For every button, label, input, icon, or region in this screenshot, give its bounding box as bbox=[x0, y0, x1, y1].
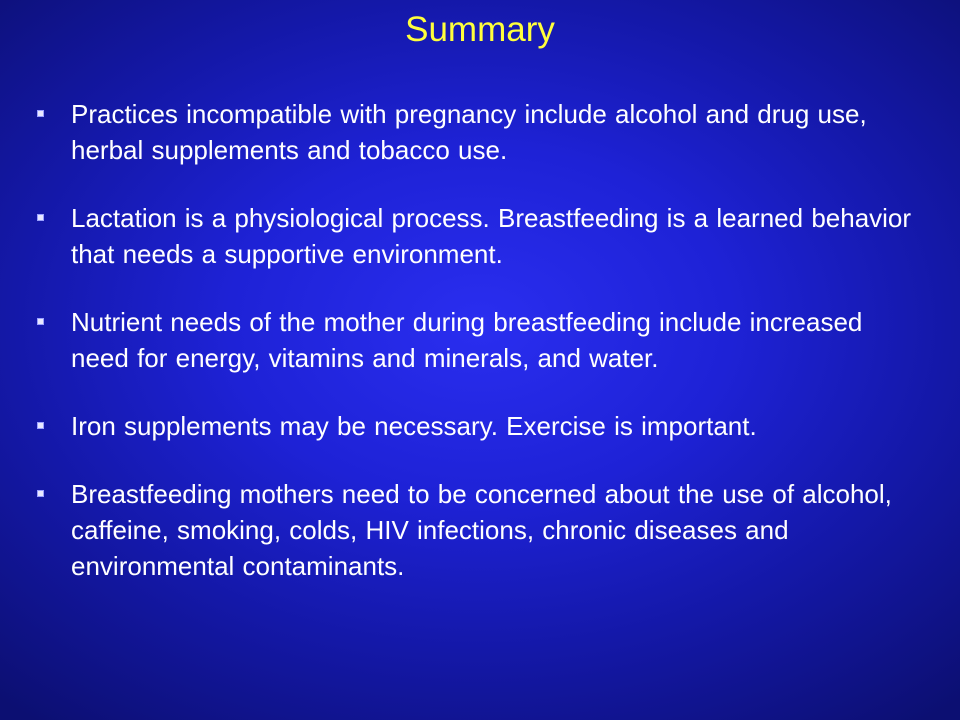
bullet-item bbox=[34, 304, 914, 376]
bullet-text: Practices incompatible with pregnancy include alcohol and drug use, herbal supplements and tobacco use. bbox=[71, 99, 867, 165]
bullet-item bbox=[34, 408, 914, 444]
square-bullet-icon bbox=[37, 422, 44, 429]
bullet-text: Lactation is a physiological process. Breastfeeding is a learned behavior that needs a supportive environment. bbox=[71, 203, 912, 269]
bullet-item bbox=[34, 96, 914, 168]
bullet-text: Nutrient needs of the mother during breastfeeding include increased need for energy, vitamins and minerals, and water. bbox=[71, 307, 863, 373]
bullet-text: Breastfeeding mothers need to be concerned about the use of alcohol, caffeine, smoking, colds, HIV infections, chronic diseases and environmental contaminants. bbox=[71, 479, 892, 581]
square-bullet-icon bbox=[37, 490, 44, 497]
bullet-list bbox=[34, 96, 914, 616]
square-bullet-icon bbox=[37, 318, 44, 325]
bullet-item bbox=[34, 476, 914, 584]
slide-title: Summary bbox=[405, 10, 555, 49]
bullet-item bbox=[34, 200, 914, 272]
square-bullet-icon bbox=[37, 110, 44, 117]
square-bullet-icon bbox=[37, 214, 44, 221]
bullet-text: Iron supplements may be necessary. Exercise is important. bbox=[71, 411, 757, 441]
